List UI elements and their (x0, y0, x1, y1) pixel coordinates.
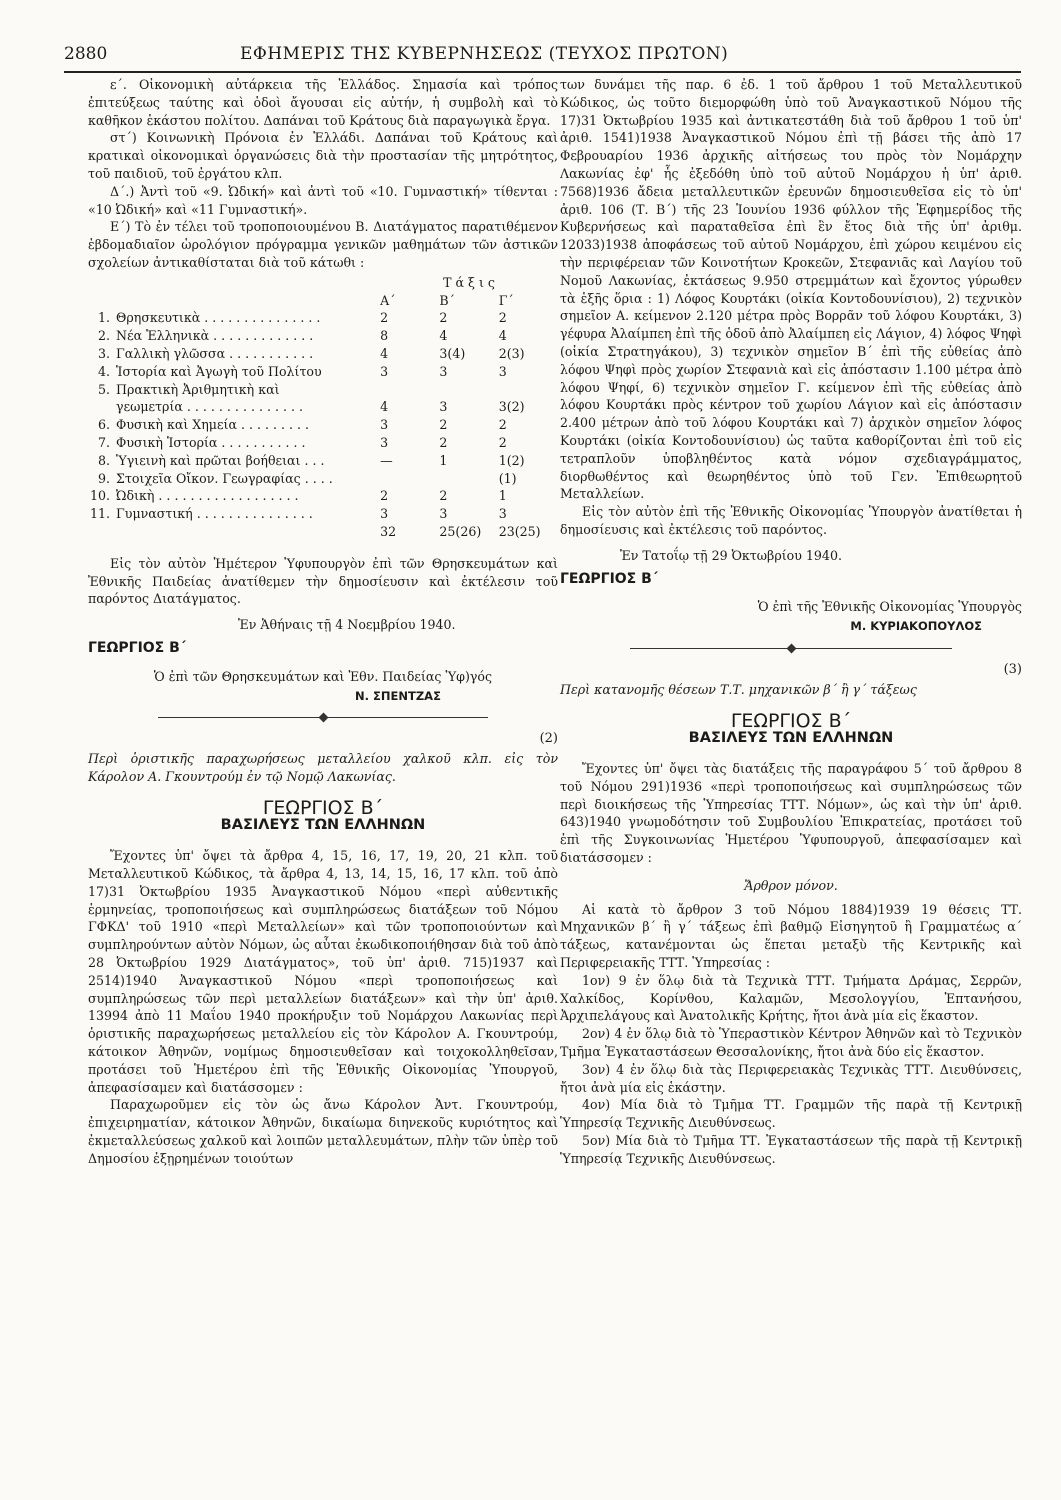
closing-paragraph-2: Εἰς τὸν αὐτὸν ἐπὶ τῆς Ἐθνικῆς Οἰκονομίας Ὑπουργὸν ἀνατίθεται ἡ δημοσίευσις καὶ ἐκτέλεσις τοῦ παρόντος. (560, 504, 1022, 537)
minister-name-2: Μ. ΚΥΡΙΑΚΟΠΟΥΛΟΣ (850, 619, 982, 634)
timetable (88, 274, 558, 541)
decree-3-body: Ἔχοντες ὑπ' ὄψει τὰς διατάξεις τῆς παραγράφου 5΄ τοῦ ἄρθρου 8 τοῦ Νόμου 291)1936 «περὶ τροποποιήσεως καὶ συμπληρώσεως τῶν περὶ διοικήσεως τῆς Ὑπηρεσίας ΤΤΤ. Νόμων», ὡς καὶ τὴν ὑπ' ἀριθ. 643)1940 γνωμοδότησιν τοῦ Συμβουλίου Ἐπικρατείας, προτάσει τοῦ ἐπὶ τῆς Συγκοινωνίας Ἡμετέρου Ὑφυπουργοῦ, ἀπεφασίσαμεν καὶ διατάσσομεν : (560, 761, 1022, 866)
decree-1-date: Ἐν Ἀθήναις τῇ 4 Νοεμβρίου 1940. (238, 617, 456, 633)
timetable-caption: Τ ά ξ ι ς (443, 274, 495, 290)
table-row: 10. Ὠδικὴ . . . . . . . . . . . . . . . . . . 2 2 1 (90, 488, 507, 504)
paragraph-d: Δ΄.) Ἀντὶ τοῦ «9. Ὠδική» καὶ ἀντὶ τοῦ «10. Γυμναστική» τίθενται : «10 Ὠδική» καὶ «11 Γυμναστική». (88, 183, 558, 217)
list-item: 4ον) Μία διὰ τὸ Τμῆμα ΤΤ. Γραμμῶν τῆς παρὰ τῇ Κεντρικῇ Ὑπηρεσίᾳ Τεχνικῆς Διευθύνσεως. (560, 1097, 1022, 1131)
paragraph-e: ε΄. Οἰκονομικὴ αὐτάρκεια τῆς Ἑλλάδος. Σημασία καὶ τρόπος ἐπιτεύξεως ταύτης καὶ ὁδοὶ ἄγουσαι εἰς αὐτήν, ἡ συμβολὴ καὶ τὸ καθῆκον ἑκάστου πολίτου. Δαπάναι τοῦ Κράτους διὰ παραγωγικὰ ἔργα. (88, 77, 558, 128)
total-b: 25(26) (439, 523, 482, 539)
decree-3-title: Περὶ κατανομῆς θέσεων Τ.Τ. μηχανικῶν β΄ ἢ γ΄ τάξεως (560, 681, 917, 697)
minister-name-1: Ν. ΣΠΕΝΤΖΑΣ (355, 688, 441, 703)
left-column (88, 76, 558, 1168)
closing-paragraph-1: Εἰς τὸν αὐτὸν Ἡμέτερον Ὑφυπουργὸν ἐπὶ τῶν Θρησκευμάτων καὶ Ἐθνικῆς Παιδείας ἀνατίθεμεν τὴν δημοσίευσιν καὶ ἐκτέλεσιν τοῦ παρόντος Διατάγματος. (88, 555, 558, 607)
page-number: 2880 (64, 44, 108, 64)
decree-2-title: Περὶ ὁριστικῆς παραχωρήσεως μεταλλείου χαλκοῦ κλπ. εἰς τὸν Κάρολον Α. Γκουντρούμ ἐν τῷ Νομῷ Λακωνίας. (88, 751, 558, 784)
table-row: 11. Γυμναστική . . . . . . . . . . . . . . . 3 3 3 (90, 506, 507, 522)
minister-title-1: Ὁ ἐπὶ τῶν Θρησκευμάτων καὶ Ἐθν. Παιδείας Ὑφ)γός (153, 668, 493, 684)
section-separator (630, 648, 952, 649)
paragraph-E: Ε΄) Τὸ ἐν τέλει τοῦ τροποποιουμένου Β. Διατάγματος παρατιθέμενον ἑβδομαδιαῖον ὡρολόγιον πρόγραμμα γενικῶν μαθημάτων τῶν ἀστικῶν σχολείων ἀντικαθίσταται διὰ τοῦ κάτωθι : (88, 219, 558, 270)
grade-a: Α΄ (380, 292, 396, 308)
decree-2-king: ΓΕΩΡΓΙΟΣ Β΄ (262, 796, 384, 819)
table-row: 6. Φυσικὴ καὶ Χημεία . . . . . . . . . 3 2 2 (98, 417, 507, 433)
table-row: 1. Θρησκευτικὰ . . . . . . . . . . . . . . . 2 2 2 (98, 310, 507, 326)
king-signature-2: ΓΕΩΡΓΙΟΣ Β΄ (560, 570, 658, 587)
total-c: 23(25) (498, 523, 541, 539)
article-intro: Αἱ κατὰ τὸ ἄρθρον 3 τοῦ Νόμου 1884)1939 19 θέσεις ΤΤ. Μηχανικῶν β΄ ἢ γ΄ τάξεως ἐπὶ βαθμῷ Εἰσηγητοῦ ἢ Γραμματέως α΄ τάξεως, κατανέμονται ὡς ἕπεται μεταξὺ τῆς Κεντρικῆς καὶ Περιφερειακῆς ΤΤΤ. Ὑπηρεσίας : (560, 901, 1022, 971)
list-item: 3ον) 4 ἐν ὅλῳ διὰ τὰς Περιφερειακὰς Τεχνικὰς ΤΤΤ. Διευθύνσεις, ἤτοι ἀνὰ μία εἰς ἑκάστην. (560, 1061, 1022, 1095)
decree-2-date: Ἐν Τατοΐῳ τῇ 29 Ὀκτωβρίου 1940. (620, 547, 842, 563)
gazette-title: ΕΦΗΜΕΡΙΣ ΤΗΣ ΚΥΒΕΡΝΗΣΕΩΣ (ΤΕΥΧΟΣ ΠΡΩΤΟΝ) (240, 44, 729, 64)
decree-3-number: (3) (1003, 661, 1022, 677)
decree-2-king-subtitle: ΒΑΣΙΛΕΥΣ ΤΩΝ ΕΛΛΗΝΩΝ (220, 817, 426, 834)
continuation-paragraph: των δυνάμει τῆς παρ. 6 ἐδ. 1 τοῦ ἄρθρου 1 τοῦ Μεταλλευτικοῦ Κώδικος, ὡς τοῦτο διεμορφώθη ὑπὸ τοῦ Ἀναγκαστικοῦ Νόμου τῆς 17)31 Ὀκτωβρίου 1935 καὶ ἀντικατεστάθη διὰ τοῦ ἄρθρου 1 τοῦ ὑπ' ἀριθ. 1541)1938 Ἀναγκαστικοῦ Νόμου ἐπὶ τῇ βάσει τῆς ἀπὸ 17 Φεβρουαρίου 1936 ἀρχικῆς αἰτήσεως του πρὸς τὸν Νομάρχην Λακωνίας ἐφ' ἧς ἐξεδόθη ὑπὸ τοῦ αὐτοῦ Νομάρχου ἡ ὑπ' ἀριθ. 7568)1936 ἄδεια μεταλλευτικῶν ἐρευνῶν δημοσιευθεῖσα εἰς τὸ ὑπ' ἀριθ. 106 (Τ. Β΄) τῆς 23 Ἰουνίου 1936 φύλλον τῆς Ἐφημερίδος τῆς Κυβερνήσεως καὶ παραταθεῖσα ἐπὶ ἓν ἔτος διὰ τῆς ὑπ' ἀριθμ. 12033)1938 ἀποφάσεως τοῦ αὐτοῦ Νομάρχου, ἐπὶ χώρου κειμένου εἰς τὴν περιφέρειαν τῶν Κοινοτήτων Κροκεῶν, Στεφανιᾶς καὶ Λαγίου τοῦ Νομοῦ Λακωνίας, ἐκτάσεως 9.950 στρεμμάτων καὶ ἔχοντος γύρωθεν τὰ ἑξῆς ὅρια : 1) Λόφος Κουρτάκι (οἰκία Κοντοδουνίσιου), 2) τεχνικὸν σημεῖον Α. κείμενον 2.120 μέτρα πρὸς Βορρᾶν τοῦ λόφου Κουρτάκι, 3) γέφυρα Ἀλαίμπεη ἐπὶ τῆς ὁδοῦ ἀπὸ Ἀλαίμπεη εἰς Λάγιον, 4) λόφος Ψηφὶ (οἰκία Στρατηγάκου), 3) τεχνικὸν σημεῖον Β΄ ἐπὶ τῆς εὐθείας ἀπὸ λόφου Ψηφὶ πρὸς χωρίον Στεφανιὰ καὶ εἰς ἀπόστασιν 1.100 μέτρα ἀπὸ λόφου Ψηφί, 6) τεχνικὸν σημεῖον Γ. κείμενον ἐπὶ τῆς εὐθείας ἀπὸ λόφου Κουρτάκι πρὸς κέντρον τοῦ χωρίου Λάγιον καὶ εἰς ἀπόστασιν 2.400 μέτρων ἀπὸ τοῦ λόφου Κουρτάκι καὶ 7) ἀρχικὸν σημεῖον λόφος Κουρτάκι (οἰκία Κοντοδουνίσιου) ὡς ταῦτα καθορίζονται ἐπὶ τοῦ εἰς τετραπλοῦν ὑποβληθέντος κατὰ νόμον σχεδιαγράμματος, διορθωθέντος καὶ θεωρηθέντος ὑπὸ τοῦ Γεν. Ἐπιθεωρητοῦ Μεταλλείων. (560, 77, 1022, 502)
decree-2-number: (2) (539, 731, 558, 747)
paragraph-st: στ΄) Κοινωνικὴ Πρόνοια ἐν Ἑλλάδι. Δαπάναι τοῦ Κράτους καὶ κρατικαὶ οἰκονομικαὶ ὀργανώσεις διὰ τὴν προστασίαν τῆς μητρότητος, τοῦ παιδιοῦ, τοῦ ἐργάτου κλπ. (88, 130, 558, 181)
table-row: 3. Γαλλικὴ γλῶσσα . . . . . . . . . . . 4 3(4) 2(3) (98, 345, 525, 361)
table-row: 9. Στοιχεῖα Οἴκον. Γεωγραφίας . . . . (1) (98, 470, 517, 486)
table-row: 8. Ὑγιεινὴ καὶ πρῶται βοήθειαι . . . — 1 1(2) (98, 452, 525, 468)
grade-c: Γ΄ (498, 292, 514, 308)
table-row: 5. Πρακτικὴ Ἀριθμητικὴ καὶ (98, 381, 280, 397)
decree-3-king-subtitle: ΒΑΣΙΛΕΥΣ ΤΩΝ ΕΛΛΗΝΩΝ (688, 730, 894, 747)
table-row: 7. Φυσικὴ Ἱστορία . . . . . . . . . . . 3 2 2 (98, 434, 507, 450)
decree-2-grant: Παραχωροῦμεν εἰς τὸν ὡς ἄνω Κάρολον Ἀντ. Γκουντρούμ, ἐπιχειρηματίαν, κάτοικον Ἀθηνῶν, δικαίωμα διηνεκοῦς κυριότητος καὶ ἐκμεταλλεύσεως χαλκοῦ καὶ λοιπῶν μεταλλευμάτων, πλὴν τῶν ὑπὲρ τοῦ Δημοσίου ἐξῃρημένων τοιούτων (88, 1097, 558, 1166)
minister-title-2: Ὁ ἐπὶ τῆς Ἐθνικῆς Οἰκονομίας Ὑπουργὸς (757, 599, 1022, 615)
section-separator (158, 717, 488, 718)
total-a: 32 (380, 523, 397, 539)
list-item: 1ον) 9 ἐν ὅλῳ διὰ τὰ Τεχνικὰ ΤΤΤ. Τμήματα Δράμας, Σερρῶν, Χαλκίδος, Κορίνθου, Καλαμῶν, Μεσολογγίου, Ἑπτανήσου, Ἀρχιπελάγους καὶ Ἀνατολικῆς Κρήτης, ἤτοι ἀνὰ μία εἰς ἕκαστον. (560, 972, 1022, 1024)
decree-3-king: ΓΕΩΡΓΙΟΣ Β΄ (730, 709, 852, 732)
article-heading: Ἄρθρον μόνον. (744, 877, 838, 893)
table-row: 4. Ἱστορία καὶ Ἀγωγὴ τοῦ Πολίτου 3 3 3 (98, 363, 507, 379)
right-column (560, 76, 1022, 1168)
table-row: 2. Νέα Ἑλληνικὰ . . . . . . . . . . . . . 8 4 4 (98, 328, 507, 344)
decree-2-body: Ἔχοντες ὑπ' ὄψει τὰ ἄρθρα 4, 15, 16, 17, 19, 20, 21 κλπ. τοῦ Μεταλλευτικοῦ Κώδικος, τὰ ἄρθρα 4, 13, 14, 15, 16, 17 κλπ. τοῦ ἀπὸ 17)31 Ὀκτωβρίου 1935 Ἀναγκαστικοῦ Νόμου «περὶ αὐθεντικῆς ἑρμηνείας, τροποποιήσεως καὶ συμπληρώσεως διατάξεων τοῦ Νόμου ΓΦΚΔ' τοῦ 1910 «περὶ Μεταλλείων» καὶ τῶν τροποποιούντων καὶ συμπληρούντων αὐτὸν Νόμων, ὡς αὗται ἐκωδικοποιήθησαν διὰ τοῦ ἀπὸ 28 Ὀκτωβρίου 1929 Διατάγματος», τοῦ ὑπ' ἀριθ. 715)1937 καὶ 2514)1940 Ἀναγκαστικοῦ Νόμου «περὶ τροποποιήσεως καὶ συμπληρώσεως τῶν περὶ μεταλλείων διατάξεων» καὶ τὴν ὑπ' ἀριθ. 13994 ἀπὸ 11 Μαΐου 1940 προκήρυξιν τοῦ Νομάρχου Λακωνίας περὶ ὁριστικῆς παραχωρήσεως μεταλλείου εἰς τὸν Κάρολον Α. Γκουντρούμ, κάτοικον Ἀθηνῶν, νομίμως δημοσιευθεῖσαν καὶ τοιχοκολληθεῖσαν, προτάσει τοῦ Ἡμετέρου ἐπὶ τῆς Ἐθνικῆς Οἰκονομίας Ὑπουργοῦ, ἀπεφασίσαμεν καὶ διατάσσομεν : (88, 848, 558, 1095)
king-signature-1: ΓΕΩΡΓΙΟΣ Β΄ (88, 639, 186, 656)
list-item: 2ον) 4 ἐν ὅλῳ διὰ τὸ Ὑπεραστικὸν Κέντρον Ἀθηνῶν καὶ τὸ Τεχνικὸν Τμῆμα Ἐγκαταστάσεων Θεσσαλονίκης, ἤτοι ἀνὰ δύο εἰς ἕκαστον. (560, 1026, 1022, 1060)
list-item: 5ον) Μία διὰ τὸ Τμῆμα ΤΤ. Ἐγκαταστάσεων τῆς παρὰ τῇ Κεντρικῇ Ὑπηρεσίᾳ Τεχνικῆς Διευθύνσεως. (560, 1133, 1022, 1166)
grade-b: Β΄ (439, 292, 455, 308)
header-rule (64, 71, 1021, 73)
table-totals-row (88, 523, 558, 541)
table-row: γεωμετρία . . . . . . . . . . . . . . . 4 3 3(2) (116, 399, 525, 415)
